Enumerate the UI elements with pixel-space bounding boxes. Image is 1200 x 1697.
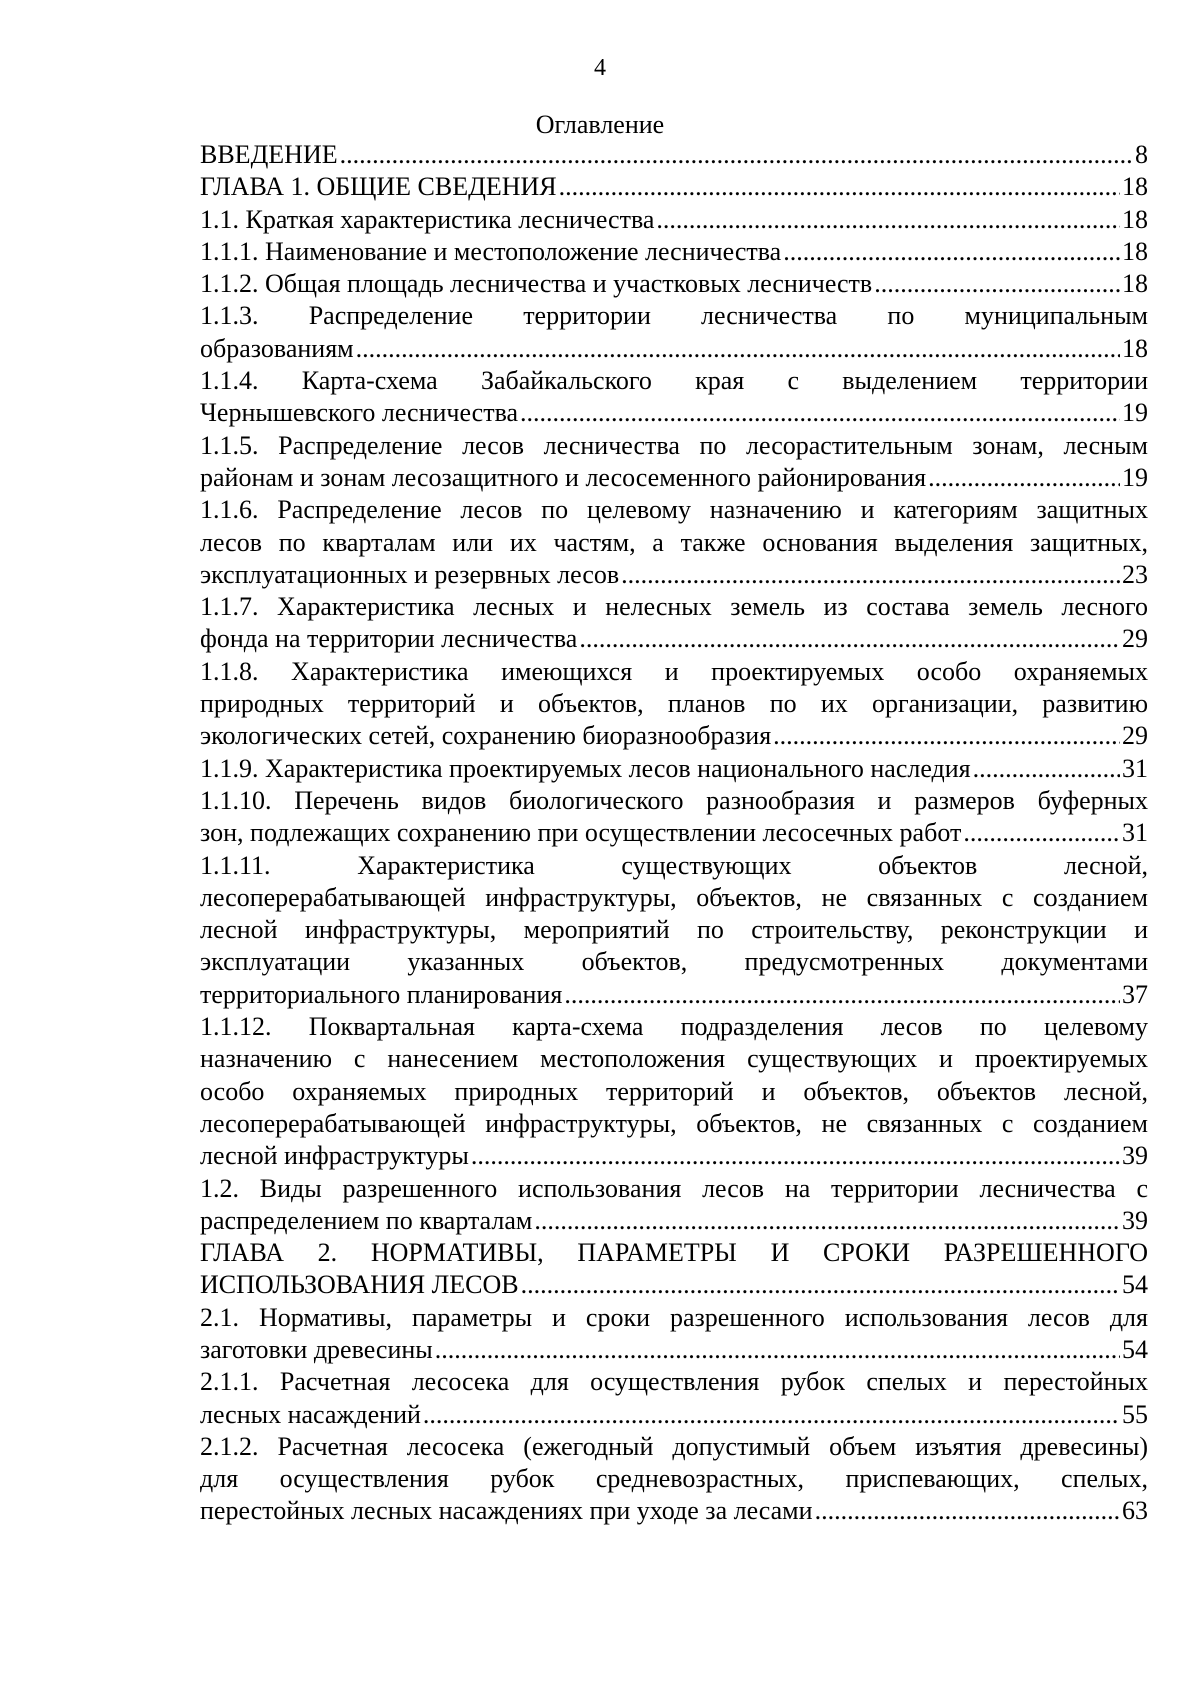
toc-entry-line: назначению с нанесением местоположения существующих и проектируемых bbox=[200, 1044, 1148, 1074]
toc-entry-last-line bbox=[200, 333, 1148, 365]
toc-entry-title: территориального планирования bbox=[200, 979, 563, 1009]
toc-entry-line: 1.1.11. Характеристика существующих объектов лесной, bbox=[200, 850, 1148, 880]
toc-entry-line: лесоперерабатывающей инфраструктуры, объектов, не связанных с созданием bbox=[200, 882, 1148, 912]
toc-entry[interactable] bbox=[200, 300, 1148, 365]
toc-entry-line: лесоперерабатывающей инфраструктуры, объектов, не связанных с созданием bbox=[200, 1108, 1148, 1138]
toc-entry[interactable] bbox=[200, 1366, 1148, 1431]
toc-entry-line: лесов по кварталам или их частям, а также основания выделения защитных, bbox=[200, 527, 1148, 557]
toc-entry-line: 1.1.4. Карта-схема Забайкальского края с выделением территории bbox=[200, 366, 1148, 396]
toc-entry-last-line bbox=[200, 1269, 1148, 1301]
toc-entry-last-line bbox=[200, 1140, 1148, 1172]
toc-entry-line: особо охраняемых природных территорий и объектов, объектов лесной, bbox=[200, 1076, 1148, 1106]
toc-entry[interactable] bbox=[200, 1237, 1148, 1302]
toc-entry-title: лесных насаждений bbox=[200, 1399, 421, 1429]
dot-leader bbox=[973, 753, 1120, 785]
page-number: 4 bbox=[594, 55, 606, 81]
toc-entry-line: ГЛАВА 2. НОРМАТИВЫ, ПАРАМЕТРЫ И СРОКИ РАЗРЕШЕННОГО bbox=[200, 1238, 1148, 1268]
toc-entry-title: эксплуатационных и резервных лесов bbox=[200, 559, 620, 589]
toc-entry-line: 1.1.7. Характеристика лесных и нелесных земель из состава земель лесного bbox=[200, 592, 1148, 622]
toc-entry-last-line bbox=[200, 623, 1148, 655]
toc-entry-last-line bbox=[200, 397, 1148, 429]
toc-entry-last-line bbox=[200, 171, 1148, 203]
toc-entry-last-line bbox=[200, 139, 1148, 171]
toc-entry-last-line bbox=[200, 979, 1148, 1011]
toc-entry-title: образованиям bbox=[200, 333, 354, 363]
dot-leader bbox=[783, 236, 1120, 268]
toc-entry-last-line bbox=[200, 268, 1148, 300]
dot-leader bbox=[928, 462, 1120, 494]
toc-entry[interactable] bbox=[200, 365, 1148, 430]
toc-entry-last-line bbox=[200, 1399, 1148, 1431]
toc-entry-title: Чернышевского лесничества bbox=[200, 398, 519, 428]
toc-entry-title: заготовки древесины bbox=[200, 1334, 433, 1364]
dot-leader bbox=[520, 397, 1120, 429]
toc-entry-last-line bbox=[200, 1495, 1148, 1527]
dot-leader bbox=[534, 1205, 1120, 1237]
toc-entry[interactable] bbox=[200, 268, 1148, 300]
toc-entry-last-line bbox=[200, 1205, 1148, 1237]
dot-leader bbox=[471, 1140, 1120, 1172]
toc-entry-line: 2.1.1. Расчетная лесосека для осуществления рубок спелых и перестойных bbox=[200, 1367, 1148, 1397]
dot-leader bbox=[773, 720, 1120, 752]
toc-entry-line: 1.1.10. Перечень видов биологического разнообразия и размеров буферных bbox=[200, 785, 1148, 815]
toc-entry-page-number: 31 bbox=[1122, 818, 1148, 848]
toc-entry-title: 1.1. Краткая характеристика лесничества bbox=[200, 204, 655, 234]
toc-entry[interactable] bbox=[200, 171, 1148, 203]
toc-entry-title: фонда на территории лесничества bbox=[200, 624, 578, 654]
toc-entry[interactable] bbox=[200, 204, 1148, 236]
toc-entry[interactable] bbox=[200, 1431, 1148, 1528]
toc-entry[interactable] bbox=[200, 1302, 1148, 1367]
dot-leader bbox=[621, 559, 1120, 591]
dot-leader bbox=[340, 139, 1133, 171]
toc-entry-title: 1.1.1. Наименование и местоположение лесничества bbox=[200, 236, 782, 266]
toc-entry-line: 2.1.2. Расчетная лесосека (ежегодный допустимый объем изъятия древесины) bbox=[200, 1431, 1148, 1461]
dot-leader bbox=[815, 1495, 1120, 1527]
toc-entry-title: экологических сетей, сохранению биоразнообразия bbox=[200, 721, 772, 751]
toc-entry-page-number: 54 bbox=[1122, 1334, 1148, 1364]
toc-entry-page-number: 23 bbox=[1122, 559, 1148, 589]
toc-entry-page-number: 8 bbox=[1135, 140, 1148, 169]
toc-entry-line: 1.1.3. Распределение территории лесничества по муниципальным bbox=[200, 301, 1148, 331]
toc-entry-title: зон, подлежащих сохранению при осуществлении лесосечных работ bbox=[200, 818, 962, 848]
dot-leader bbox=[435, 1334, 1120, 1366]
toc-entry-page-number: 39 bbox=[1122, 1205, 1148, 1235]
dot-leader bbox=[559, 171, 1120, 203]
toc-entry-last-line bbox=[200, 1334, 1148, 1366]
toc-entry-page-number: 18 bbox=[1122, 172, 1148, 202]
toc-entry-page-number: 37 bbox=[1122, 979, 1148, 1009]
dot-leader bbox=[963, 817, 1120, 849]
toc-entry[interactable] bbox=[200, 1011, 1148, 1172]
toc-entry-line: 1.1.5. Распределение лесов лесничества по лесорастительным зонам, лесным bbox=[200, 430, 1148, 460]
toc-entry-last-line bbox=[200, 236, 1148, 268]
toc-entry[interactable] bbox=[200, 850, 1148, 1011]
toc-entry[interactable] bbox=[200, 139, 1148, 171]
toc-entry-line: лесной инфраструктуры, мероприятий по строительству, реконструкции и bbox=[200, 915, 1148, 945]
dot-leader bbox=[579, 623, 1120, 655]
toc-entry-page-number: 63 bbox=[1122, 1496, 1148, 1526]
toc-entry-last-line bbox=[200, 204, 1148, 236]
toc-entry-page-number: 19 bbox=[1122, 398, 1148, 428]
toc-entry-last-line bbox=[200, 462, 1148, 494]
toc-entry[interactable] bbox=[200, 591, 1148, 656]
toc-entry-page-number: 39 bbox=[1122, 1141, 1148, 1171]
toc-entry-page-number: 29 bbox=[1122, 721, 1148, 751]
toc-entry[interactable] bbox=[200, 785, 1148, 850]
toc-entry-title: перестойных лесных насаждениях при уходе за лесами bbox=[200, 1496, 813, 1526]
toc-entry[interactable] bbox=[200, 236, 1148, 268]
toc-entry-title: распределением по кварталам bbox=[200, 1205, 533, 1235]
toc-entry-title: ИСПОЛЬЗОВАНИЯ ЛЕСОВ bbox=[200, 1270, 519, 1300]
toc-entry-last-line bbox=[200, 559, 1148, 591]
toc-entry-page-number: 31 bbox=[1122, 753, 1148, 783]
dot-leader bbox=[356, 333, 1120, 365]
toc-entry-page-number: 18 bbox=[1122, 333, 1148, 363]
toc-entry-title: 1.1.9. Характеристика проектируемых лесов национального наследия bbox=[200, 753, 971, 783]
dot-leader bbox=[423, 1399, 1120, 1431]
toc-entry-line: природных территорий и объектов, планов по их организации, развитию bbox=[200, 689, 1148, 719]
toc-entry-page-number: 18 bbox=[1122, 236, 1148, 266]
toc-entry-page-number: 18 bbox=[1122, 204, 1148, 234]
toc-entry-page-number: 29 bbox=[1122, 624, 1148, 654]
toc-entry[interactable] bbox=[200, 753, 1148, 785]
toc-entry-page-number: 54 bbox=[1122, 1270, 1148, 1300]
dot-leader bbox=[564, 979, 1120, 1011]
toc-entry-last-line bbox=[200, 817, 1148, 849]
toc-entry-line: эксплуатации указанных объектов, предусмотренных документами bbox=[200, 947, 1148, 977]
toc-entry-last-line bbox=[200, 753, 1148, 785]
toc-entry[interactable] bbox=[200, 1173, 1148, 1238]
toc-entry[interactable] bbox=[200, 430, 1148, 495]
toc-entry-page-number: 18 bbox=[1122, 269, 1148, 299]
toc-entry-line: для осуществления рубок средневозрастных, приспевающих, спелых, bbox=[200, 1464, 1148, 1494]
toc-entry-line: 1.1.12. Поквартальная карта-схема подразделения лесов по целевому bbox=[200, 1012, 1148, 1042]
toc-title: Оглавление bbox=[535, 110, 665, 139]
toc-entry[interactable] bbox=[200, 494, 1148, 591]
toc-entry-page-number: 19 bbox=[1122, 462, 1148, 492]
toc-entry-title: 1.1.2. Общая площадь лесничества и участковых лесничеств bbox=[200, 269, 873, 299]
toc-entry-title: районам и зонам лесозащитного и лесосеменного районирования bbox=[200, 462, 927, 492]
toc-entry-line: 1.2. Виды разрешенного использования лесов на территории лесничества с bbox=[200, 1173, 1148, 1203]
dot-leader bbox=[874, 268, 1120, 300]
toc-entry-title: ВВЕДЕНИЕ bbox=[200, 140, 338, 169]
toc-entry-line: 1.1.6. Распределение лесов по целевому назначению и категориям защитных bbox=[200, 495, 1148, 525]
toc-entry-line: 1.1.8. Характеристика имеющихся и проектируемых особо охраняемых bbox=[200, 656, 1148, 686]
toc-entry-title: ГЛАВА 1. ОБЩИЕ СВЕДЕНИЯ bbox=[200, 172, 557, 202]
dot-leader bbox=[521, 1269, 1120, 1301]
toc-entry-line: 2.1. Нормативы, параметры и сроки разрешенного использования лесов для bbox=[200, 1302, 1148, 1332]
toc-entry-last-line bbox=[200, 720, 1148, 752]
toc-entry[interactable] bbox=[200, 656, 1148, 753]
dot-leader bbox=[656, 204, 1120, 236]
toc-entry-title: лесной инфраструктуры bbox=[200, 1141, 469, 1171]
toc-entry-page-number: 55 bbox=[1122, 1399, 1148, 1429]
table-of-contents bbox=[200, 139, 1148, 1528]
